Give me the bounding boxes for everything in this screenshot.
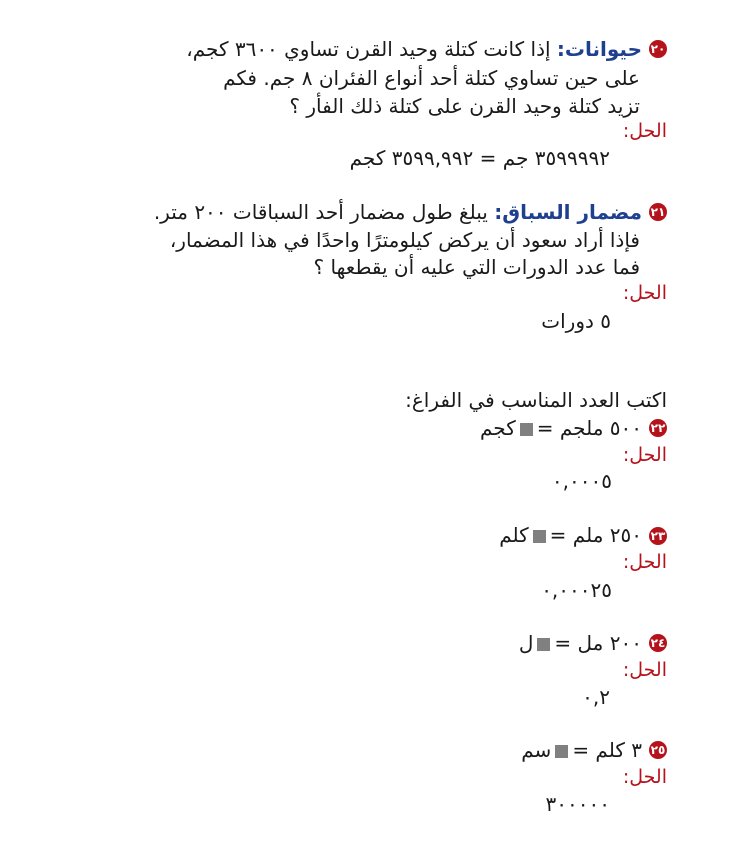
fill-item-right: كلم xyxy=(499,523,529,547)
problem-text: يبلغ طول مضمار أحد السباقات ٢٠٠ متر. xyxy=(153,200,488,224)
solution-answer: ٠,٠٠٠٥ xyxy=(551,469,612,493)
fill-item-left: ٢٥٠ ملم = xyxy=(549,523,642,547)
solution-answer: ٣٠٠٠٠٠ xyxy=(545,792,610,816)
blank-square xyxy=(533,530,546,543)
blank-square xyxy=(520,423,533,436)
problem-number-badge: ٢١ xyxy=(650,205,666,219)
blank-square xyxy=(555,745,568,758)
solution-label: الحل: xyxy=(622,766,667,788)
solution-answer: ٥ دورات xyxy=(541,309,611,333)
problem-number-badge: ٢٠ xyxy=(650,42,666,56)
solution-label: الحل: xyxy=(622,659,667,681)
problem-line: تزيد كتلة وحيد القرن على كتلة ذلك الفأر ؟ xyxy=(289,94,640,118)
fill-item-left: ٣ كلم = xyxy=(572,738,642,762)
fill-item xyxy=(519,629,642,657)
item-number-badge: ٢٣ xyxy=(650,529,666,543)
fill-item-right: كجم xyxy=(479,416,516,440)
item-number-badge: ٢٥ xyxy=(650,743,666,757)
section-instruction: اكتب العدد المناسب في الفراغ: xyxy=(405,388,667,412)
fill-item xyxy=(480,414,642,442)
fill-item xyxy=(499,521,642,549)
fill-item-right: ل xyxy=(518,631,534,655)
blank-square xyxy=(537,638,550,651)
solution-answer: ٠,٢ xyxy=(582,685,610,709)
fill-item-left: ٢٠٠ مل = xyxy=(554,631,642,655)
fill-item xyxy=(521,736,642,764)
item-number-badge: ٢٤ xyxy=(650,636,666,650)
problem-line xyxy=(186,35,642,63)
problem-heading: مضمار السباق: xyxy=(494,200,642,224)
problem-line xyxy=(154,198,642,226)
solution-label: الحل: xyxy=(622,551,667,573)
problem-line: فإذا أراد سعود أن يركض كيلومترًا واحدًا في هذا المضمار، xyxy=(169,228,640,252)
problem-line: على حين تساوي كتلة أحد أنواع الفئران ٨ جم. فكم xyxy=(223,66,640,90)
item-number-badge: ٢٢ xyxy=(650,421,666,435)
fill-item-right: سم xyxy=(521,738,552,762)
solution-answer: ٣٥٩٩٩٩٢ جم = ٣٥٩٩,٩٩٢ كجم xyxy=(349,146,610,170)
solution-answer: ٠,٠٠٠٢٥ xyxy=(541,578,612,602)
fill-item-left: ٥٠٠ ملجم = xyxy=(536,416,642,440)
solution-label: الحل: xyxy=(622,282,667,304)
problem-line: فما عدد الدورات التي عليه أن يقطعها ؟ xyxy=(313,255,640,279)
problem-heading: حيوانات: xyxy=(556,37,642,61)
solution-label: الحل: xyxy=(622,120,667,142)
solution-label: الحل: xyxy=(622,444,667,466)
problem-text: إذا كانت كتلة وحيد القرن تساوي ٣٦٠٠ كجم، xyxy=(186,37,551,61)
